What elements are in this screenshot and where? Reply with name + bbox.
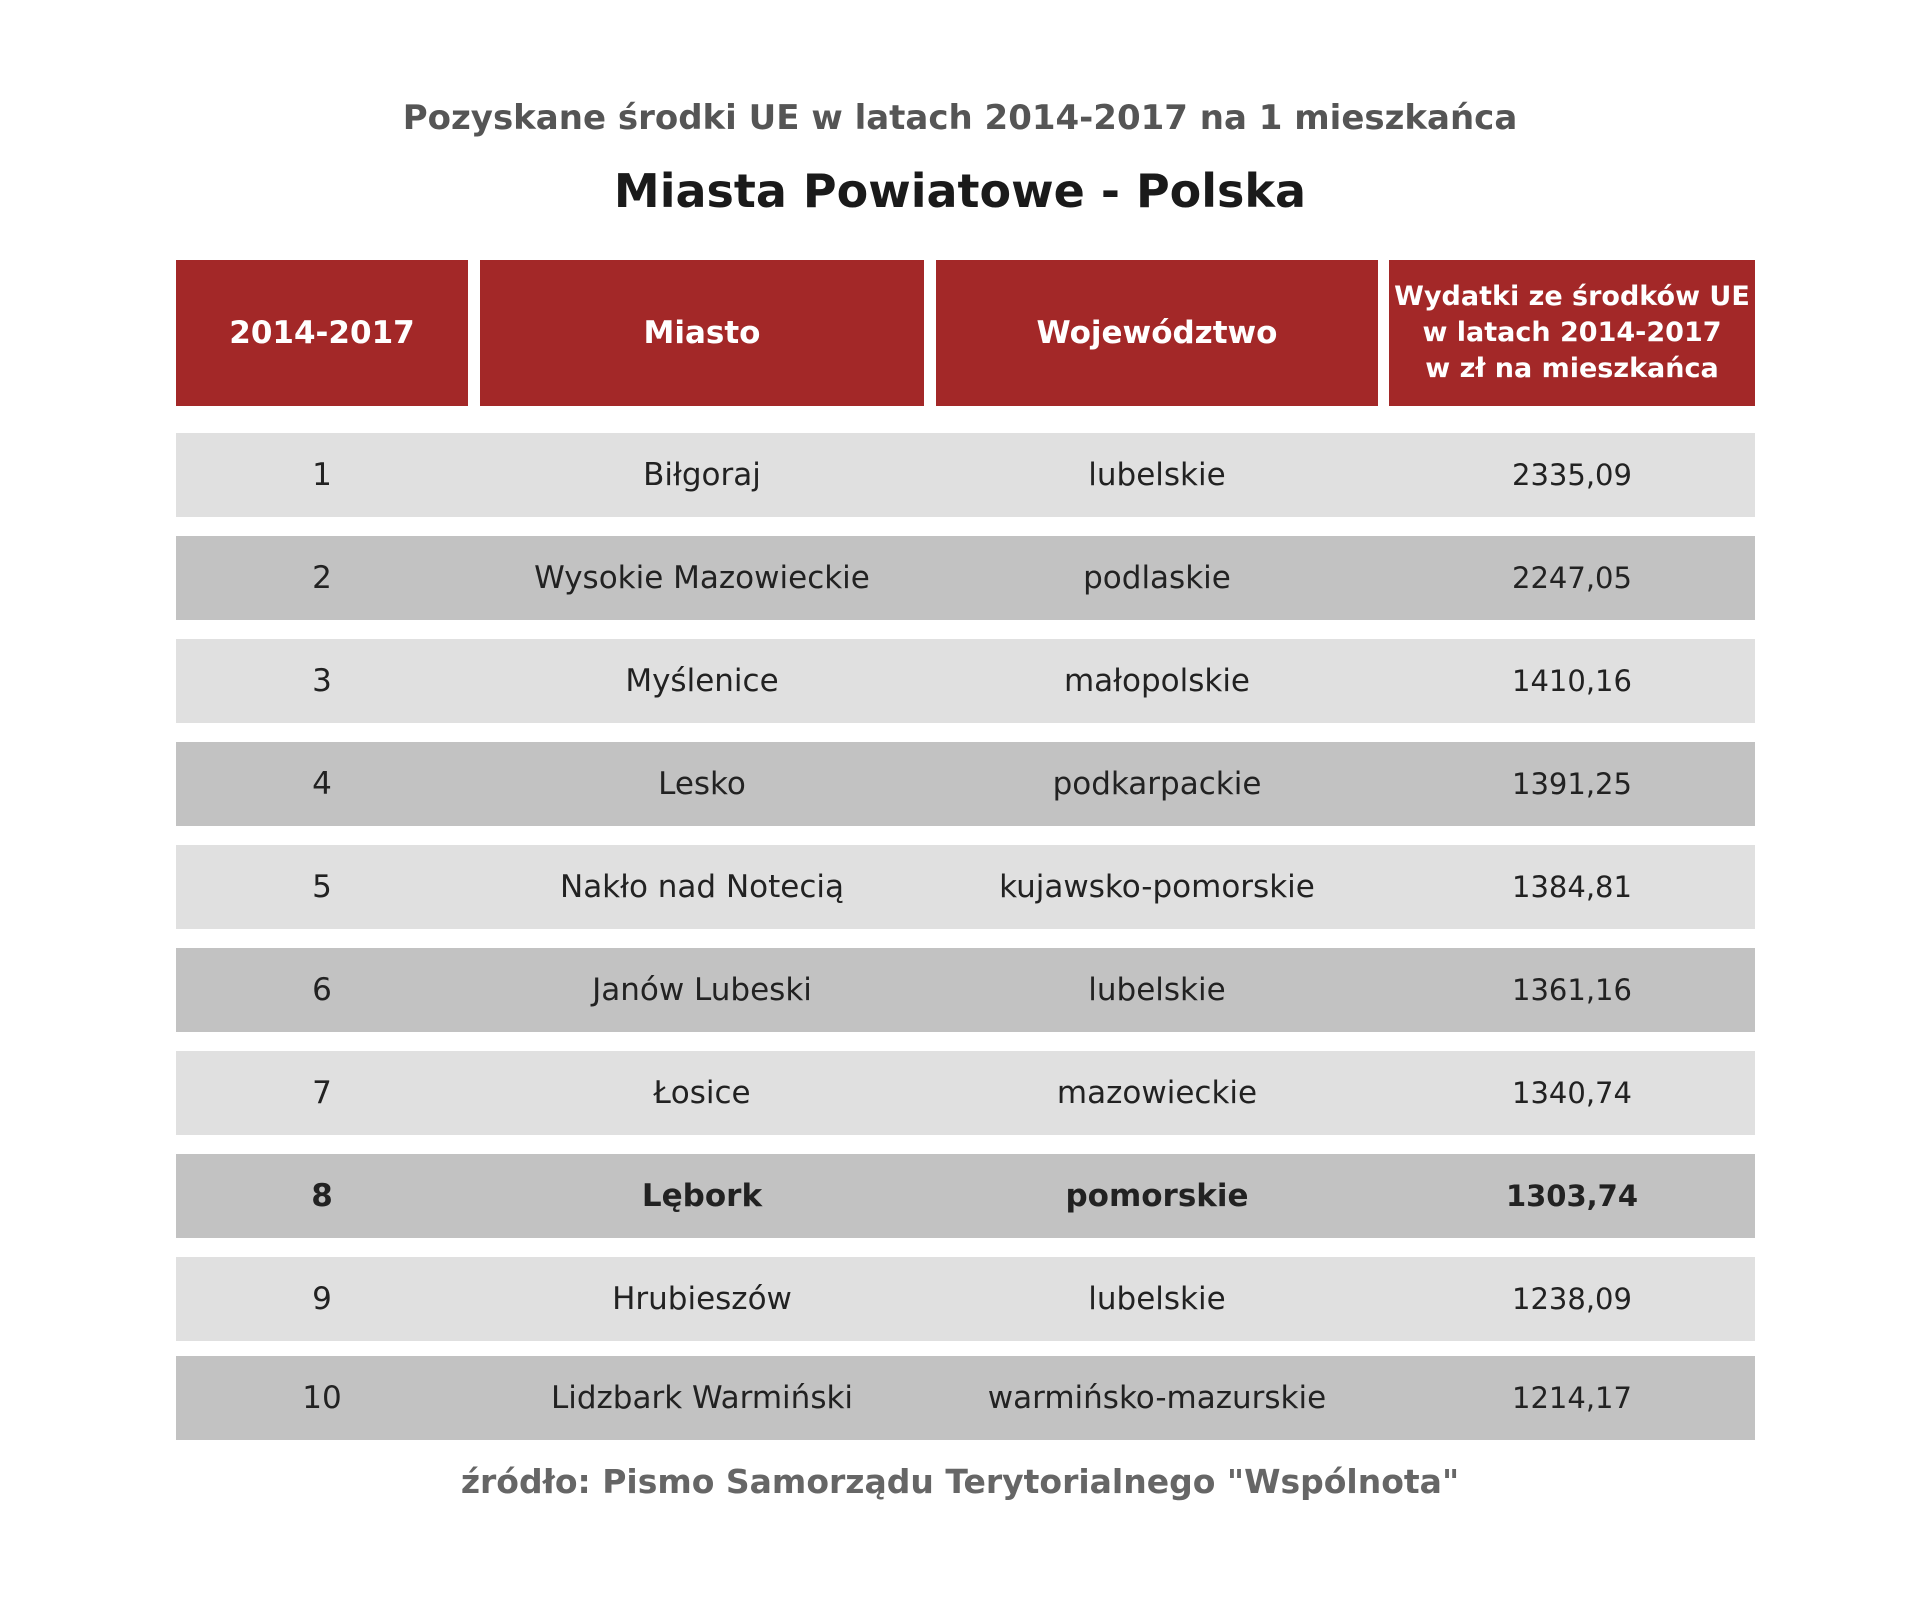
cell-region: podlaskie <box>1083 560 1231 596</box>
cell-rank: 2 <box>312 560 332 596</box>
header-value-line1: Wydatki ze środków UE <box>1394 281 1750 312</box>
cell-city: Wysokie Mazowieckie <box>534 560 870 596</box>
cell-value: 1384,81 <box>1512 870 1632 904</box>
table-row <box>176 639 1755 723</box>
cell-rank: 5 <box>312 869 332 905</box>
cell-value: 1410,16 <box>1512 664 1632 698</box>
cell-region: małopolskie <box>1063 663 1250 699</box>
header-value <box>1389 260 1755 406</box>
cell-city: Biłgoraj <box>643 457 761 493</box>
cell-city: Janów Lubeski <box>592 972 812 1008</box>
table-row <box>176 845 1755 929</box>
cell-value: 1214,17 <box>1512 1381 1632 1415</box>
cell-region: pomorskie <box>1065 1178 1249 1214</box>
cell-city: Hrubieszów <box>612 1281 792 1317</box>
cell-rank: 6 <box>312 972 332 1008</box>
cell-rank: 1 <box>312 457 332 493</box>
cell-value: 1391,25 <box>1512 767 1632 801</box>
cell-value: 1238,09 <box>1512 1282 1632 1316</box>
table-row <box>176 536 1755 620</box>
cell-region: lubelskie <box>1088 457 1226 493</box>
cell-value: 1303,74 <box>1505 1179 1639 1213</box>
cell-value: 2247,05 <box>1512 561 1632 595</box>
cell-city: Łosice <box>653 1075 751 1111</box>
cell-value: 1361,16 <box>1512 973 1632 1007</box>
cell-region: mazowieckie <box>1056 1075 1258 1111</box>
cell-region: kujawsko-pomorskie <box>999 869 1315 905</box>
header-value-line3: w zł na mieszkańca <box>1425 353 1719 384</box>
cell-rank: 3 <box>312 663 332 699</box>
cell-rank: 10 <box>302 1380 342 1416</box>
table-header-row <box>0 260 1920 406</box>
table-row <box>176 433 1755 517</box>
table-row-highlighted <box>176 1154 1755 1238</box>
cell-rank: 7 <box>312 1075 332 1111</box>
header-value-line2: w latach 2014-2017 <box>1422 317 1722 348</box>
header-city: Miasto <box>480 260 924 406</box>
cell-city: Lidzbark Warmiński <box>550 1380 854 1416</box>
cell-rank: 8 <box>311 1178 333 1214</box>
cell-city: Myślenice <box>625 663 779 699</box>
cell-city: Lębork <box>641 1178 763 1214</box>
cell-city: Nakło nad Notecią <box>560 869 844 905</box>
table-row <box>176 742 1755 826</box>
source-caption: źródło: Pismo Samorządu Terytorialnego "Wspólnota" <box>460 1462 1460 1501</box>
table-row <box>176 1051 1755 1135</box>
table-row <box>176 948 1755 1032</box>
cell-city: Lesko <box>658 766 746 802</box>
cell-region: lubelskie <box>1088 1281 1226 1317</box>
table-row <box>176 1356 1755 1440</box>
cell-value: 1340,74 <box>1512 1076 1632 1110</box>
header-rank: 2014-2017 <box>176 260 468 406</box>
table-subtitle: Pozyskane środki UE w latach 2014-2017 na 1 mieszkańca <box>402 98 1518 138</box>
cell-region: podkarpackie <box>1052 766 1262 802</box>
table-row <box>176 1257 1755 1341</box>
header-region: Województwo <box>936 260 1378 406</box>
cell-rank: 4 <box>312 766 332 802</box>
cell-value: 2335,09 <box>1512 458 1632 492</box>
cell-region: warmińsko-mazurskie <box>987 1380 1327 1416</box>
cell-rank: 9 <box>312 1281 332 1317</box>
page-title: Miasta Powiatowe - Polska <box>613 164 1307 218</box>
cell-region: lubelskie <box>1088 972 1226 1008</box>
